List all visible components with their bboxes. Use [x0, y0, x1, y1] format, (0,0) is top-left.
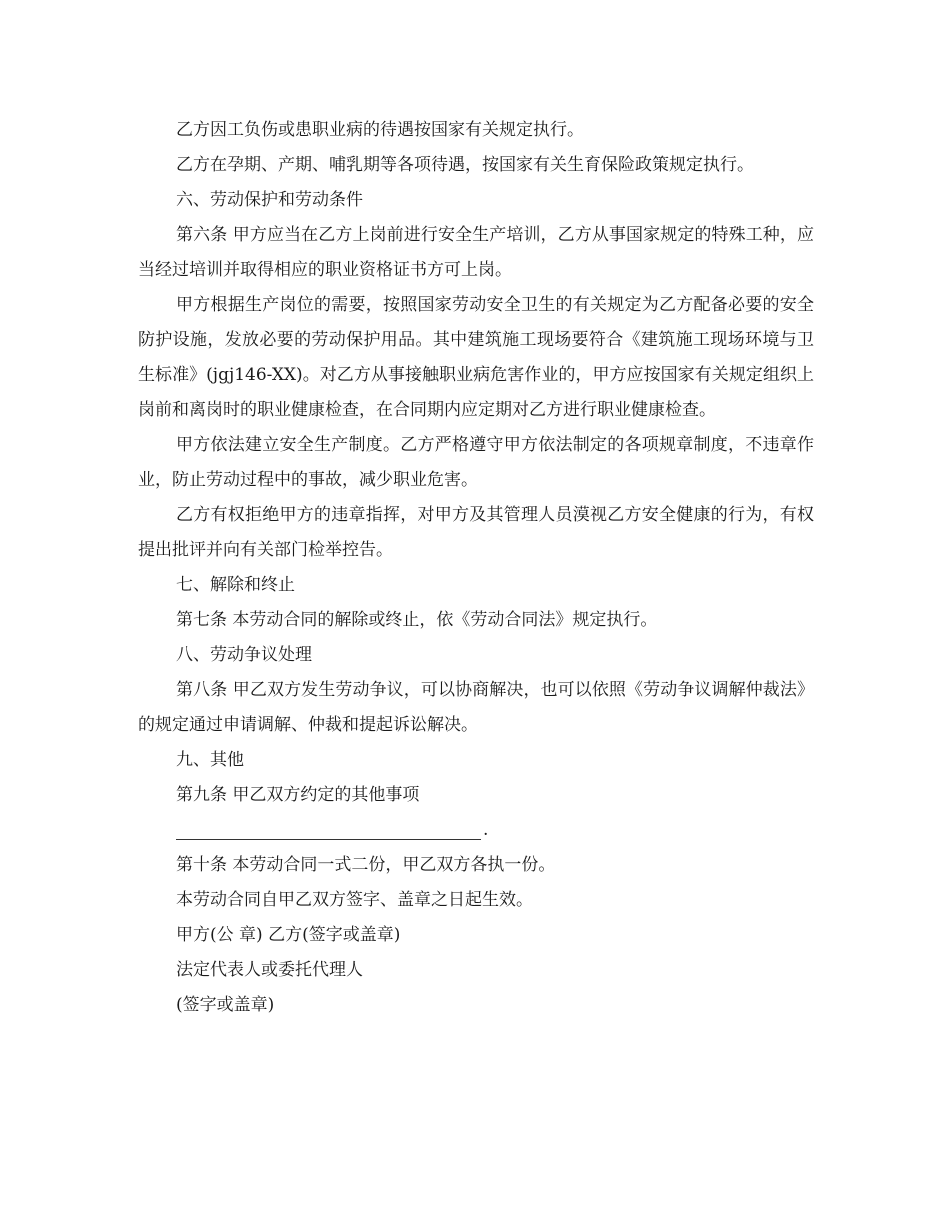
section-heading-labor-protection: 六、劳动保护和劳动条件: [176, 190, 363, 210]
article-10: 第十条 本劳动合同一式二份，甲乙双方各执一份。: [176, 855, 556, 875]
blank-line-period: .: [483, 820, 489, 840]
paragraph-effective-date: 本劳动合同自甲乙双方签字、盖章之日起生效。: [176, 890, 533, 910]
section-heading-other: 九、其他: [176, 750, 244, 770]
signature-representative: 法定代表人或委托代理人: [176, 960, 363, 980]
article-9: 第九条 甲乙双方约定的其他事项: [176, 785, 420, 805]
article-7: 第七条 本劳动合同的解除或终止，依《劳动合同法》规定执行。: [176, 610, 658, 630]
paragraph-maternity-treatment: 乙方在孕期、产期、哺乳期等各项待遇，按国家有关生育保险政策规定执行。: [176, 155, 754, 175]
signature-parties: 甲方(公 章) 乙方(签字或盖章): [176, 925, 401, 945]
article-8: 第八条 甲乙双方发生劳动争议，可以协商解决，也可以依照《劳动争议调解仲裁法》的规定通过申请调解、仲裁和提起诉讼解决。: [138, 680, 814, 735]
paragraph-safety-equipment: 甲方根据生产岗位的需要，按照国家劳动安全卫生的有关规定为乙方配备必要的安全防护设施，发放必要的劳动保护用品。其中建筑施工现场要符合《建筑施工现场环境与卫生标准》(jgj146-XX)。对乙方从事接触职业病危害作业的，甲方应按国家有关规定组织上岗前和离岗时的职业健康检查，在合同期内应定期对乙方进行职业健康检查。: [138, 295, 814, 420]
section-heading-termination: 七、解除和终止: [176, 575, 295, 595]
document-body: [138, 113, 814, 1023]
paragraph-injury-treatment: 乙方因工负伤或患职业病的待遇按国家有关规定执行。: [176, 120, 584, 140]
signature-note: (签字或盖章): [176, 995, 275, 1015]
paragraph-right-to-refuse: 乙方有权拒绝甲方的违章指挥，对甲方及其管理人员漠视乙方安全健康的行为，有权提出批评并向有关部门检举控告。: [138, 505, 814, 560]
paragraph-safety-rules: 甲方依法建立安全生产制度。乙方严格遵守甲方依法制定的各项规章制度，不违章作业，防止劳动过程中的事故，减少职业危害。: [138, 435, 814, 490]
section-heading-dispute: 八、劳动争议处理: [176, 645, 312, 665]
fill-in-blank-line: [176, 813, 814, 848]
article-6: 第六条 甲方应当在乙方上岗前进行安全生产培训，乙方从事国家规定的特殊工种，应当经过培训并取得相应的职业资格证书方可上岗。: [138, 225, 814, 280]
underline-rule: [176, 839, 481, 840]
